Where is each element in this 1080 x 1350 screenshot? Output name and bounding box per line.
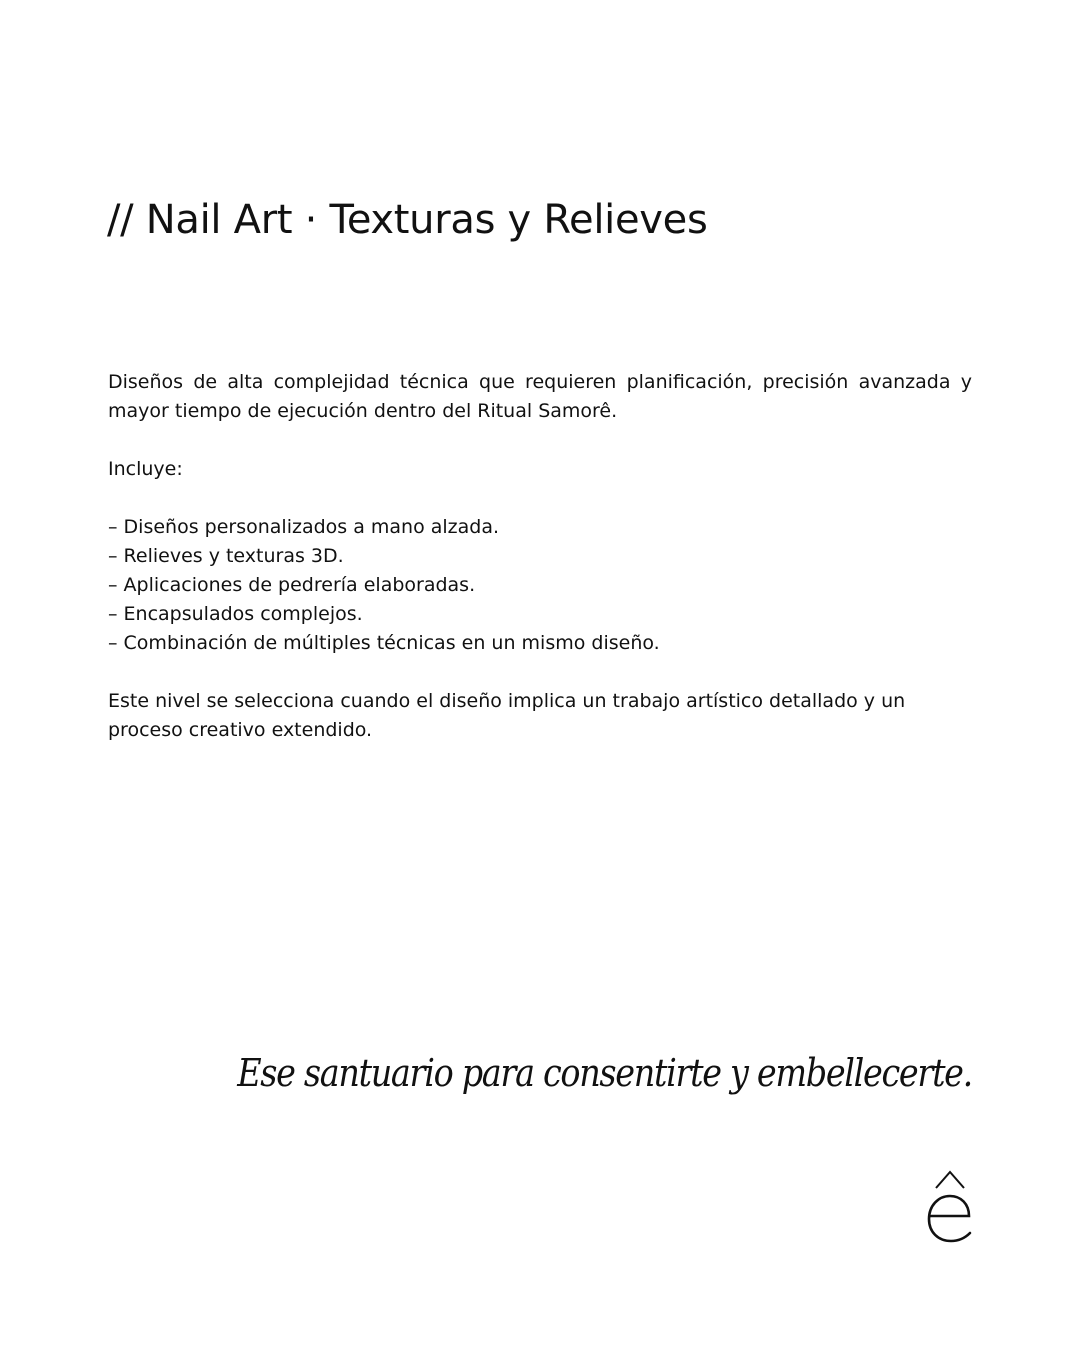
- includes-label: Incluye:: [108, 458, 183, 480]
- service-description: [108, 368, 972, 745]
- paragraph-spacer: [108, 426, 972, 455]
- feature-item: – Encapsulados complejos.: [108, 603, 363, 625]
- intro-paragraph: Diseños de alta complejidad técnica que requieren planificación, precisión avanzada y mayor tiempo de ejecución dentro del Ritual Samorê.: [108, 371, 972, 422]
- feature-item: – Relieves y texturas 3D.: [108, 545, 344, 567]
- feature-item: – Combinación de múltiples técnicas en un mismo diseño.: [108, 632, 660, 654]
- circumflex-mark: [936, 1172, 964, 1188]
- paragraph-spacer: [108, 484, 972, 513]
- feature-item: – Aplicaciones de pedrería elaboradas.: [108, 574, 476, 596]
- page-title: // Nail Art · Texturas y Relieves: [107, 197, 708, 243]
- feature-item: – Diseños personalizados a mano alzada.: [108, 516, 500, 538]
- tagline: Ese santuario para consentirte y embellecerte.: [237, 1051, 972, 1095]
- closing-paragraph: Este nivel se selecciona cuando el diseño implica un trabajo artístico detallado y un proceso creativo extendido.: [108, 690, 906, 741]
- feature-list: [108, 513, 972, 658]
- brand-logo: [922, 1162, 978, 1248]
- letter-e-stroke: [929, 1196, 970, 1241]
- paragraph-spacer: [108, 658, 972, 687]
